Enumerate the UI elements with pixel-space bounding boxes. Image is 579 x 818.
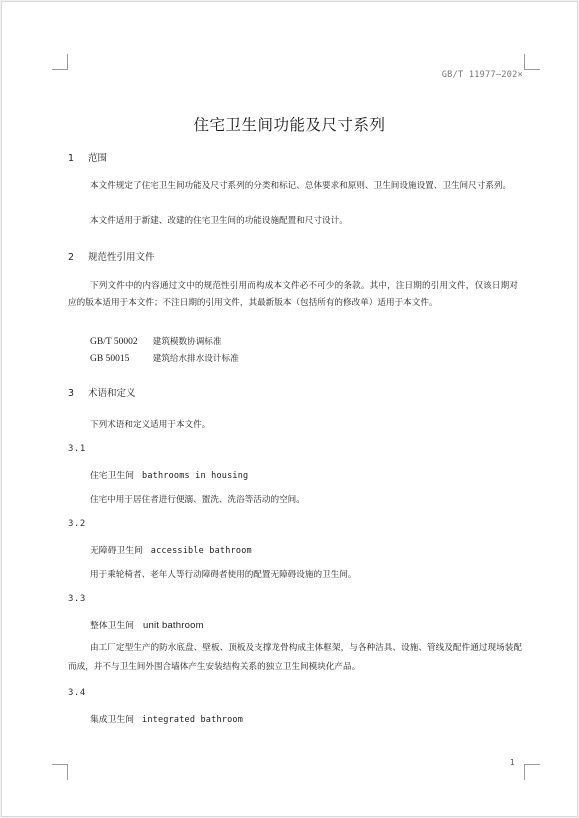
crop-mark-bottom-left bbox=[52, 764, 68, 780]
term-definition: 用于乘轮椅者、老年人等行动障碍者使用的配置无障碍设施的卫生间。 bbox=[90, 570, 357, 580]
term-entry bbox=[90, 468, 248, 481]
term-chinese: 集成卫生间 bbox=[90, 715, 134, 725]
scope-paragraph-2: 本文件适用于新建、改建的住宅卫生间的功能设施配置和尺寸设计。 bbox=[90, 216, 348, 226]
reference-code: GB 50015 bbox=[90, 354, 130, 364]
term-definition: 由工厂定型生产的防水底盘、壁板、顶板及支撑龙骨构成主体框架，与各种洁具、设施、管线及配件通过现场装配而成，并不与卫生间外围合墙体产生安装结构关系的独立卫生间模块化产品。 bbox=[68, 643, 522, 672]
page-number: 1 bbox=[510, 758, 515, 767]
clause-number: 3.1 bbox=[68, 444, 86, 454]
section-heading-scope bbox=[68, 150, 107, 164]
term-chinese: 无障碍卫生间 bbox=[90, 546, 143, 556]
crop-mark-bottom-right bbox=[524, 764, 540, 780]
crop-mark-top-left bbox=[52, 54, 68, 70]
term-definition: 住宅中用于居住者进行便溺、盥洗、洗浴等活动的空间。 bbox=[90, 495, 305, 505]
term-chinese: 整体卫生间 bbox=[90, 621, 134, 631]
term-entry bbox=[90, 543, 252, 556]
reference-code: GB/T 50002 bbox=[90, 337, 138, 347]
document-title: 住宅卫生间功能及尺寸系列 bbox=[193, 116, 386, 134]
section-title: 术语和定义 bbox=[88, 388, 136, 399]
term-english: unit bathroom bbox=[143, 620, 204, 631]
section-heading-normative-references bbox=[68, 249, 155, 263]
term-entry bbox=[90, 618, 204, 631]
term-english: accessible bathroom bbox=[150, 546, 252, 556]
term-english: integrated bathroom bbox=[142, 715, 244, 725]
section-title: 范围 bbox=[88, 153, 108, 164]
section-number: 2 bbox=[68, 252, 75, 263]
reference-name: 建筑模数协调标准 bbox=[152, 337, 222, 347]
reference-name: 建筑给水排水设计标准 bbox=[152, 354, 239, 364]
clause-number: 3.2 bbox=[68, 519, 86, 529]
document-page bbox=[1, 1, 578, 817]
references-paragraph: 下列文件中的内容通过文中的规范性引用而构成本文件必不可少的条款。其中，注日期的引用文件，仅该日期对应的版本适用于本文件；不注日期的引用文件，其最新版本（包括所有的修改单）适用于本文件。 bbox=[68, 281, 518, 308]
reference-item bbox=[90, 352, 239, 364]
clause-number: 3.4 bbox=[68, 688, 86, 698]
term-chinese: 住宅卫生间 bbox=[90, 471, 134, 481]
scope-paragraph-1: 本文件规定了住宅卫生间功能及尺寸系列的分类和标记、总体要求和原则、卫生间设施设置、卫生间尺寸系列。 bbox=[90, 181, 512, 191]
crop-mark-top-right bbox=[524, 54, 540, 70]
term-english: bathrooms in housing bbox=[142, 471, 249, 481]
section-heading-terms bbox=[68, 385, 136, 399]
section-number: 1 bbox=[68, 153, 75, 164]
section-title: 规范性引用文件 bbox=[88, 252, 155, 263]
terms-intro: 下列术语和定义适用于本文件。 bbox=[90, 420, 211, 430]
standard-code: GB/T 11977—202× bbox=[441, 70, 523, 80]
term-entry bbox=[90, 712, 243, 725]
reference-item bbox=[90, 335, 222, 347]
section-number: 3 bbox=[68, 388, 75, 399]
clause-number: 3.3 bbox=[68, 594, 86, 604]
